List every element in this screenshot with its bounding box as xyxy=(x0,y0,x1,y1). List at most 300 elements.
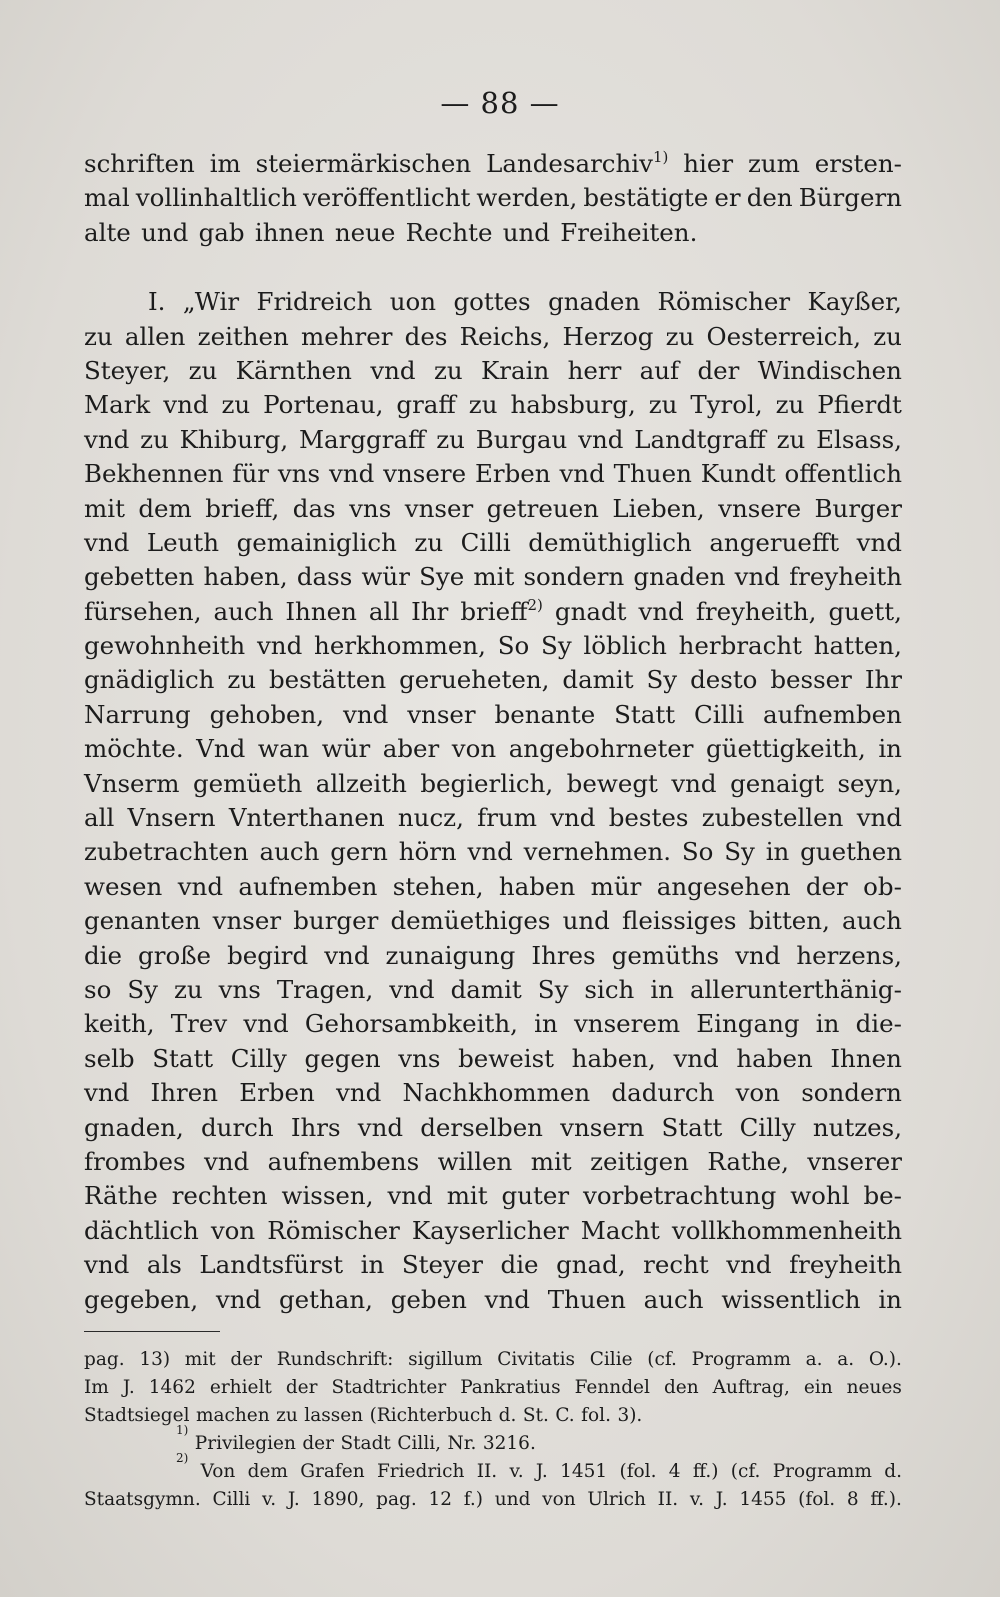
word: ihnen xyxy=(254,217,325,247)
word: genaigt xyxy=(730,768,825,798)
footnote-line xyxy=(84,1423,902,1458)
word: zu xyxy=(436,424,465,454)
word: d. xyxy=(498,1405,517,1426)
text-line xyxy=(84,147,902,181)
word: begird xyxy=(227,940,309,970)
word: freyheith xyxy=(789,1250,902,1280)
word: vnd xyxy=(84,1250,130,1280)
word: Ulrich xyxy=(587,1489,646,1510)
word: vnser xyxy=(404,493,474,523)
word: vnd xyxy=(84,527,130,557)
word: Programm xyxy=(691,1349,791,1370)
word: der xyxy=(697,355,740,385)
word: Staatsgymn. xyxy=(84,1489,201,1510)
word: 1890, xyxy=(311,1489,365,1510)
word: vnd xyxy=(387,1181,433,1211)
word: gnad, xyxy=(556,1250,626,1280)
word: in xyxy=(815,1009,840,1039)
word: beweist xyxy=(458,1043,555,1073)
word: Erben xyxy=(474,459,551,489)
word: Friedrich xyxy=(376,1461,465,1482)
word: vnd xyxy=(370,355,416,385)
word: machen xyxy=(195,1405,270,1426)
word: 8 xyxy=(846,1489,859,1510)
word: guter xyxy=(501,1181,570,1211)
word: damit xyxy=(450,974,522,1004)
text-line xyxy=(84,526,902,560)
word: pag. xyxy=(84,1349,125,1370)
word: vollkhommenheith xyxy=(671,1215,902,1245)
word: freyheith, xyxy=(695,596,817,626)
word: die- xyxy=(855,1009,902,1039)
word: offentlich xyxy=(784,459,902,489)
word: dadurch xyxy=(611,1078,715,1108)
word: dem xyxy=(138,493,192,523)
word: der xyxy=(805,871,848,901)
word: auch xyxy=(842,906,902,936)
word: vnd xyxy=(735,940,781,970)
word: Stadt xyxy=(340,1433,391,1454)
word: Oesterreich, xyxy=(706,321,862,351)
word: mit xyxy=(84,493,125,523)
word: burger xyxy=(293,906,379,936)
word: vnd xyxy=(328,459,375,489)
word: angesehen xyxy=(656,871,791,901)
word: uon xyxy=(389,287,436,317)
word: gemüeth xyxy=(192,768,303,798)
word: J. xyxy=(715,1489,728,1510)
word: wissentlich xyxy=(721,1284,861,1314)
word: Römischer xyxy=(267,1215,400,1245)
text-line xyxy=(84,423,902,457)
word: ff.) xyxy=(692,1461,719,1482)
text-line xyxy=(84,870,902,904)
word: vns xyxy=(277,459,321,489)
word: das xyxy=(292,493,336,523)
word: gnadt xyxy=(554,596,627,626)
word: gebetten xyxy=(84,562,195,592)
footnote-line xyxy=(84,1486,902,1514)
word: Stadtrichter xyxy=(331,1377,447,1398)
word: (cf. xyxy=(647,1349,677,1370)
word: die xyxy=(500,1250,539,1280)
word: vnd xyxy=(856,527,902,557)
word: bewegt xyxy=(566,768,658,798)
text-line xyxy=(84,732,902,766)
word: allzeith xyxy=(315,768,407,798)
word: Ihren xyxy=(150,1078,218,1108)
text-line xyxy=(84,1179,902,1213)
word: Römischer xyxy=(657,287,791,317)
word: Statt xyxy=(614,699,676,729)
word: bitten, xyxy=(748,906,830,936)
word: löblich xyxy=(583,631,667,661)
word: bestätigte xyxy=(583,183,709,213)
word: Grafen xyxy=(300,1461,365,1482)
word: gnaden xyxy=(633,562,726,592)
word: (cf. xyxy=(730,1461,761,1482)
word: gegeben, xyxy=(84,1284,199,1314)
word: all xyxy=(84,803,115,833)
word: zunaigung xyxy=(385,940,516,970)
word: vns xyxy=(349,493,392,523)
word: demüthiglich xyxy=(528,527,692,557)
word: zu xyxy=(188,355,218,385)
word: wan xyxy=(257,734,310,764)
word: Mark xyxy=(84,390,151,420)
text-line xyxy=(84,560,902,594)
word: Windischen xyxy=(757,355,902,385)
word: 3). xyxy=(617,1405,643,1426)
word: vorbetrachtung xyxy=(583,1181,777,1211)
word: a. xyxy=(837,1349,855,1370)
word: Vnserm xyxy=(84,768,180,798)
word: ff.). xyxy=(870,1489,902,1510)
word: Statt xyxy=(661,1112,723,1142)
word: Burger xyxy=(814,493,902,523)
text-line xyxy=(84,181,902,215)
word: Cilli, xyxy=(397,1433,442,1454)
word: Steyer, xyxy=(84,355,171,385)
word: Nachkhommen xyxy=(402,1078,591,1108)
word: gnaden, xyxy=(84,1112,184,1142)
word: Vnsern xyxy=(127,803,216,833)
word: gnädiglich xyxy=(84,665,215,695)
text-line xyxy=(84,492,902,526)
word: von xyxy=(210,1215,256,1245)
word: v. xyxy=(262,1489,277,1510)
word: Sy xyxy=(541,631,572,661)
word: vnd xyxy=(357,1112,404,1142)
word: zu xyxy=(276,1405,298,1426)
word: zu xyxy=(221,390,251,420)
word: Fenndel xyxy=(574,1377,650,1398)
word: angebohrneter xyxy=(508,734,694,764)
word: vnd xyxy=(163,390,209,420)
word: graff xyxy=(396,390,456,420)
word: zu xyxy=(414,527,444,557)
word: der xyxy=(302,1433,334,1454)
word: Cilli xyxy=(460,527,511,557)
word: (fol. xyxy=(798,1489,836,1510)
word: Von xyxy=(200,1461,236,1482)
word: zeitigen xyxy=(590,1146,689,1176)
word: bestes xyxy=(608,803,689,833)
text-line xyxy=(84,1248,902,1282)
word: Fridreich xyxy=(256,287,373,317)
word: wesen xyxy=(84,871,163,901)
word: Freiheiten. xyxy=(560,217,698,247)
word: Ihnen xyxy=(830,1043,902,1073)
word: Bekhennen xyxy=(84,459,224,489)
word: wür xyxy=(361,562,410,592)
text-line xyxy=(84,1214,902,1248)
word: gethan, xyxy=(278,1284,373,1314)
word: vnd xyxy=(84,1078,130,1108)
main-text xyxy=(84,147,902,1317)
word: vnd xyxy=(335,1078,382,1108)
word: vnd xyxy=(177,871,224,901)
word: in xyxy=(765,837,790,867)
word: mit xyxy=(473,562,515,592)
word: neue xyxy=(334,217,396,247)
word: Gehorsambkeith, xyxy=(304,1009,518,1039)
word: Ihnen xyxy=(285,596,357,626)
word: auch xyxy=(213,596,274,626)
word: guett, xyxy=(828,596,902,626)
text-line xyxy=(84,320,902,354)
word: brieff$^{2)}$ xyxy=(460,595,543,626)
word: v. xyxy=(689,1489,705,1510)
word: Sy xyxy=(724,837,755,867)
word: haben xyxy=(498,871,576,901)
word: frum xyxy=(477,803,537,833)
word: vnd xyxy=(726,1250,772,1280)
word: pag. xyxy=(376,1489,417,1510)
word: vnd xyxy=(856,803,902,833)
text-line xyxy=(84,388,902,422)
word: frombes xyxy=(84,1146,186,1176)
footnote-marker: 2) xyxy=(176,1451,189,1465)
word: Eingang xyxy=(696,1009,800,1039)
word: zu xyxy=(84,321,113,351)
word: Programm xyxy=(772,1461,872,1482)
word: Landesarchiv$^{1)}$ xyxy=(486,148,669,178)
word: vnd xyxy=(84,424,130,454)
word: mit xyxy=(184,1349,216,1370)
word: seyn, xyxy=(837,768,902,798)
word: werden, xyxy=(476,183,578,213)
word: stehen, xyxy=(392,871,484,901)
word: in xyxy=(878,734,902,764)
word: vnd xyxy=(243,1009,289,1039)
word: besser xyxy=(770,665,852,695)
word: wohl xyxy=(790,1181,850,1211)
word: vnd xyxy=(638,596,684,626)
word: möchte. xyxy=(84,734,184,764)
word: gemüths xyxy=(611,940,720,970)
word: vnd xyxy=(203,1146,250,1176)
word: vnd xyxy=(671,768,717,798)
word: große xyxy=(138,940,212,970)
word: Im xyxy=(84,1377,109,1398)
word: vnd xyxy=(215,1284,262,1314)
footnote-line xyxy=(84,1374,902,1402)
word: geben xyxy=(390,1284,467,1314)
text-line xyxy=(84,939,902,973)
text-line xyxy=(84,1111,902,1145)
word: vnd xyxy=(389,974,435,1004)
word: sondern xyxy=(801,1078,902,1108)
word: mal xyxy=(84,183,130,213)
word: und xyxy=(502,217,550,247)
word: güettigkeith, xyxy=(706,734,866,764)
word: Landtsfürst xyxy=(199,1250,344,1280)
word: Ihr xyxy=(411,596,449,626)
word: vnd xyxy=(324,940,370,970)
word: Narrung xyxy=(84,699,191,729)
word: Erben xyxy=(239,1078,315,1108)
word: er xyxy=(714,183,741,213)
word: ein xyxy=(803,1377,833,1398)
word: d. xyxy=(884,1461,902,1482)
word: in xyxy=(650,974,674,1004)
word: dächtlich xyxy=(84,1215,199,1245)
word: mehrer xyxy=(301,321,393,351)
word: gottes xyxy=(453,287,531,317)
text-line xyxy=(84,1042,902,1076)
footnote-line xyxy=(84,1402,902,1430)
word: sigillum xyxy=(408,1349,483,1370)
word: die xyxy=(84,940,123,970)
text-line xyxy=(84,904,902,938)
footnote-reference: 1) xyxy=(652,148,669,166)
word: zubestellen xyxy=(701,803,844,833)
word: Bürgern xyxy=(798,183,902,213)
word: 3216. xyxy=(482,1433,536,1454)
word: zum xyxy=(747,149,800,178)
word: hier xyxy=(683,149,734,178)
word: gab xyxy=(198,217,245,247)
word: zu xyxy=(468,390,498,420)
word: I. xyxy=(148,287,166,317)
word: Tyrol, xyxy=(690,390,763,420)
text-line xyxy=(84,629,902,663)
word: J. xyxy=(122,1377,135,1398)
word: genanten xyxy=(84,906,201,936)
word: der xyxy=(285,1377,318,1398)
word: zu xyxy=(873,321,902,351)
word: 1455 xyxy=(739,1489,787,1510)
word: herbracht xyxy=(678,631,802,661)
word: und xyxy=(494,1489,531,1510)
word: Kayßer, xyxy=(807,287,902,317)
word: gehoben, xyxy=(209,699,325,729)
word: II. xyxy=(657,1489,679,1510)
word: Steyer xyxy=(401,1250,483,1280)
word: desto xyxy=(690,665,758,695)
word: aufnembens xyxy=(267,1146,420,1176)
word: der xyxy=(230,1349,263,1370)
word: Macht xyxy=(580,1215,660,1245)
word: 4 xyxy=(668,1461,681,1482)
word: zu xyxy=(776,424,806,454)
word: a. xyxy=(805,1349,823,1370)
word: vnd xyxy=(550,803,596,833)
text-line xyxy=(84,1076,902,1110)
word: Stadtsiegel xyxy=(84,1405,190,1426)
footnote-line xyxy=(84,1346,902,1374)
word: Civitatis xyxy=(497,1349,576,1370)
word: wissen, xyxy=(281,1181,374,1211)
word: vnd xyxy=(578,424,624,454)
word: allerunterthänig- xyxy=(689,974,902,1004)
word: J. xyxy=(287,1489,300,1510)
word: gewohnheith xyxy=(84,631,246,661)
word: nutzes, xyxy=(812,1112,902,1142)
word: (fol. xyxy=(619,1461,657,1482)
word: vernehmen. xyxy=(523,837,672,867)
word: fürsehen, xyxy=(84,596,202,626)
word: für xyxy=(232,459,269,489)
word: Pfierdt xyxy=(817,390,902,420)
footnotes xyxy=(84,1346,902,1514)
word: Ihres xyxy=(531,940,596,970)
word: vnserer xyxy=(807,1146,902,1176)
word: als xyxy=(146,1250,182,1280)
word: aufnemben xyxy=(238,871,378,901)
text-line xyxy=(84,835,902,869)
word: herzens, xyxy=(796,940,902,970)
word: v. xyxy=(509,1461,524,1482)
word: habsburg, xyxy=(510,390,636,420)
word: aufnemben xyxy=(762,699,902,729)
word: auch xyxy=(259,837,320,867)
word: Nr. xyxy=(447,1433,477,1454)
word: vnserem xyxy=(573,1009,681,1039)
word: aber xyxy=(382,734,440,764)
word: Thuen xyxy=(547,1284,626,1314)
word: in xyxy=(360,1250,385,1280)
word: vns xyxy=(218,974,261,1004)
text-line xyxy=(84,1145,902,1179)
word: herr xyxy=(567,355,622,385)
word: lassen xyxy=(304,1405,364,1426)
word: Rechte xyxy=(405,217,493,247)
text-line xyxy=(84,767,902,801)
word: C. xyxy=(555,1405,575,1426)
word: und xyxy=(562,906,610,936)
word: so xyxy=(84,974,112,1004)
word: dem xyxy=(247,1461,288,1482)
word: ob- xyxy=(863,871,902,901)
word: vnd xyxy=(734,562,780,592)
word: Khiburg, xyxy=(179,424,289,454)
word: Cilli xyxy=(693,699,745,729)
word: be- xyxy=(863,1181,902,1211)
word: damit xyxy=(562,665,634,695)
word: auch xyxy=(643,1284,704,1314)
word: herkhommen, xyxy=(314,631,486,661)
word: gnaden xyxy=(548,287,641,317)
word: durch xyxy=(200,1112,274,1142)
word: Portenau, xyxy=(263,390,384,420)
word: begierlich, xyxy=(420,768,554,798)
word: im xyxy=(209,149,241,178)
word: bestätten xyxy=(268,665,387,695)
word: wür xyxy=(321,734,371,764)
word: Kundt xyxy=(700,459,776,489)
word: 1462 xyxy=(148,1377,196,1398)
word: fleissiges xyxy=(622,906,737,936)
word: mit xyxy=(446,1181,488,1211)
word: hatten, xyxy=(813,631,902,661)
text-line xyxy=(84,595,902,629)
word: vollinhaltlich xyxy=(135,183,297,213)
word: Trev xyxy=(170,1009,228,1039)
word: J. xyxy=(535,1461,548,1482)
word: Kayserlicher xyxy=(411,1215,569,1245)
word: vnser xyxy=(212,906,282,936)
word: in xyxy=(534,1009,558,1039)
word: Privilegien xyxy=(194,1433,296,1454)
word: freyheith xyxy=(789,562,902,592)
word: sondern xyxy=(523,562,625,592)
word: Marggraff xyxy=(298,424,426,454)
footnote-marker: 1) xyxy=(176,1423,189,1437)
word: Reichs, xyxy=(459,321,551,351)
word: neues xyxy=(846,1377,902,1398)
